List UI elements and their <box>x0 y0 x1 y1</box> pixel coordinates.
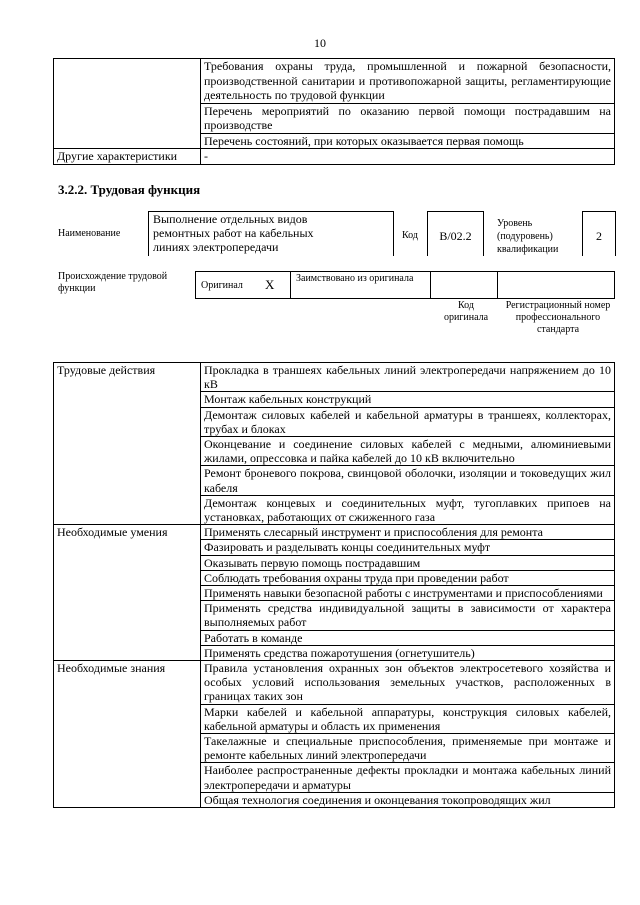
table-cell: Оконцевание и соединение силовых кабелей с медными, алюминиевыми жилами, опрессовка и пайка кабелей до 10 кВ включительно <box>201 437 615 466</box>
table-row <box>54 661 615 705</box>
table-row <box>54 59 615 104</box>
table-cell: Демонтаж концевых и соединительных муфт, тугоплавких припоев на установках, работающих от сжиженного газа <box>201 495 615 524</box>
table-row <box>54 363 615 392</box>
table-cell: Ремонт броневого покрова, свинцовой оболочки, изоляции и токоведущих жил кабеля <box>201 466 615 495</box>
table-cell: Соблюдать требования охраны труда при проведении работ <box>201 570 615 585</box>
table-cell: Наиболее распространенные дефекты прокладки и монтажа кабельных линий электропередачи и арматуры <box>201 763 615 792</box>
table-cell: Применять навыки безопасной работы с инструментами и приспособлениями <box>201 586 615 601</box>
level-label: Уровень (подуровень) квалификации <box>497 218 559 255</box>
name-label: Наименование <box>58 228 121 239</box>
borrowed-label: Заимствовано из оригинала <box>296 273 414 284</box>
table-row <box>54 525 615 540</box>
level-value: 2 <box>596 229 602 243</box>
origin-label: Происхождение трудовой функции <box>58 271 168 294</box>
function-details-table <box>53 362 615 808</box>
name-box <box>148 211 394 256</box>
code-value: B/02.2 <box>439 229 472 243</box>
divider <box>430 271 431 298</box>
original-mark: X <box>265 277 275 292</box>
group-title: Необходимые знания <box>54 661 201 808</box>
table-cell: Оказывать первую помощь пострадавшим <box>201 555 615 570</box>
table-cell: Перечень мероприятий по оказанию первой помощи пострадавшим на производстве <box>201 103 615 133</box>
table-row <box>54 149 615 165</box>
table-cell: Монтаж кабельных конструкций <box>201 392 615 407</box>
table-cell: Применять слесарный инструмент и приспособления для ремонта <box>201 525 615 540</box>
table-cell: Марки кабелей и кабельной аппаратуры, конструкция силовых кабелей, кабельной арматуры и область их применения <box>201 704 615 733</box>
section-title: 3.2.2. Трудовая функция <box>58 182 201 197</box>
code-label: Код <box>402 230 418 241</box>
original-label: Оригинал <box>201 280 243 291</box>
page-number: 10 <box>314 36 326 50</box>
table-cell-empty <box>54 59 201 149</box>
table-cell: Фазировать и разделывать концы соединительных муфт <box>201 540 615 555</box>
code-caption: Код оригинала <box>443 300 489 323</box>
group-title: Трудовые действия <box>54 363 201 525</box>
divider <box>497 271 498 298</box>
name-value: Выполнение отдельных видов ремонтных работ на кабельных линиях электропередачи <box>153 212 314 254</box>
group-title: Необходимые умения <box>54 525 201 661</box>
table-cell: - <box>201 149 615 165</box>
table-cell: Правила установления охранных зон объектов электросетевого хозяйства и особых условий использования земельных участков, расположенных в границах таких зон <box>201 661 615 705</box>
code-box <box>427 211 484 256</box>
other-characteristics-label: Другие характеристики <box>54 149 201 165</box>
reg-caption: Регистрационный номер профессионального стандарта <box>505 300 611 335</box>
table-cell: Применять средства индивидуальной защиты в зависимости от характера выполняемых работ <box>201 601 615 630</box>
table-cell: Прокладка в траншеях кабельных линий электропередачи напряжением до 10 кВ <box>201 363 615 392</box>
table-cell: Работать в команде <box>201 630 615 645</box>
table-cell: Требования охраны труда, промышленной и пожарной безопасности, производственной санитарии и противопожарной защиты, регламентирующие деятельность по трудовой функции <box>201 59 615 104</box>
table-cell: Такелажные и специальные приспособления, применяемые при монтаже и ремонте кабельных линий электропередачи <box>201 734 615 763</box>
table-cell: Общая технология соединения и оконцевания токопроводящих жил <box>201 792 615 807</box>
table-cell: Демонтаж силовых кабелей и кабельной арматуры в траншеях, коллекторах, трубах и блоках <box>201 407 615 436</box>
table-cell: Перечень состояний, при которых оказывается первая помощь <box>201 133 615 149</box>
divider <box>290 271 291 298</box>
level-box <box>582 211 616 256</box>
characteristics-table <box>53 58 615 165</box>
table-cell: Применять средства пожаротушения (огнетушитель) <box>201 645 615 660</box>
